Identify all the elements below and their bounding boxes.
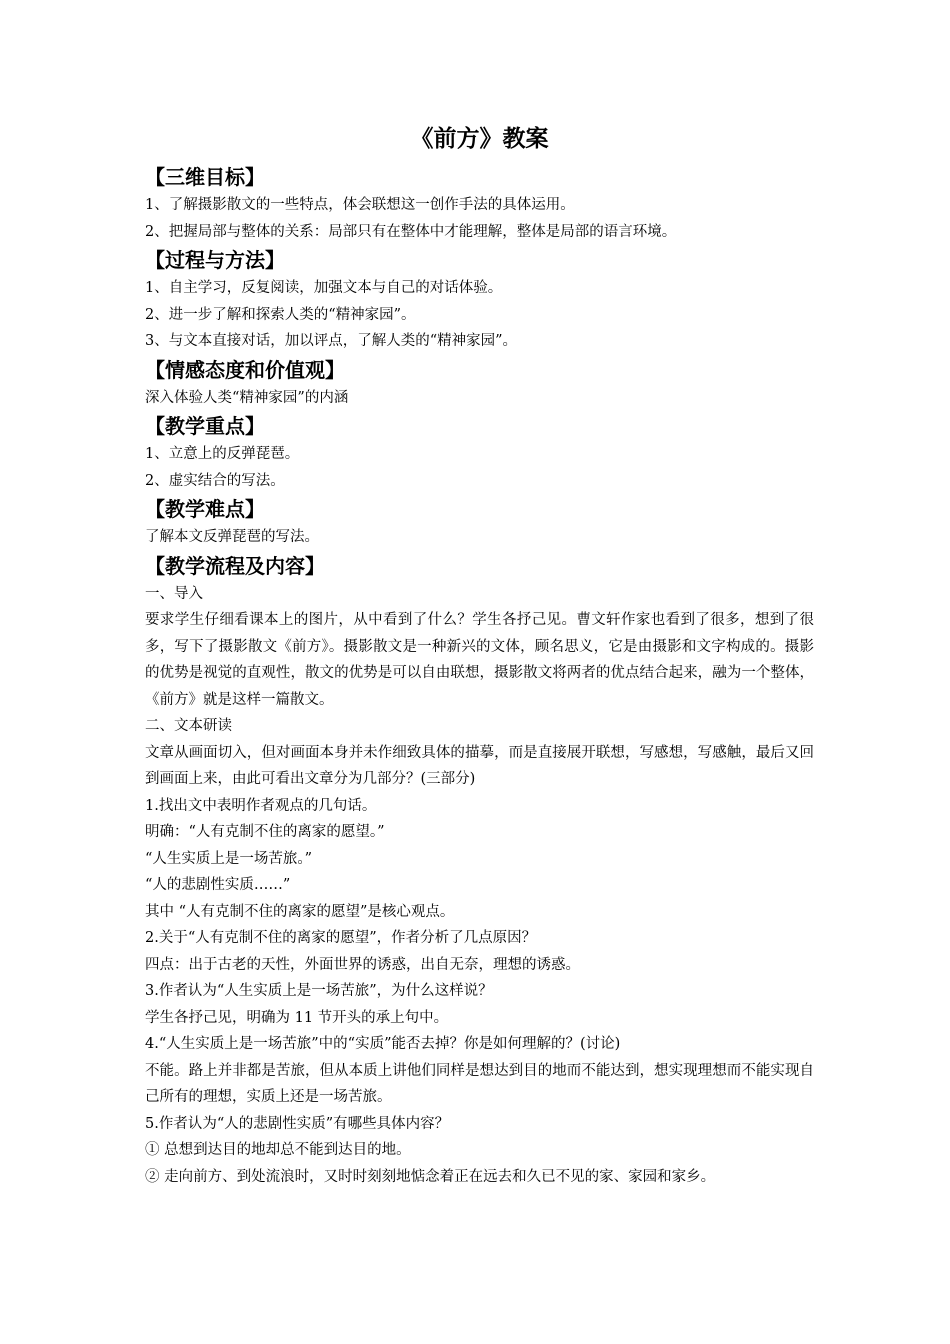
paragraph: 其中 “人有克制不住的离家的愿望”是核心观点。 <box>145 903 455 920</box>
paragraph: “人的悲剧性实质……” <box>145 877 291 893</box>
paragraph: 2.关于“人有克制不住的离家的愿望”，作者分析了几点原因？ <box>145 930 537 946</box>
paragraph: 二、文本研读 <box>145 718 232 734</box>
paragraph: 不能。路上并非都是苦旅，但从本质上讲他们同样是想达到目的地而不能达到，想实现理想而不能实现自己所有的理想，实质上还是一场苦旅。 <box>145 1062 814 1105</box>
section-heading: 【情感态度和价值观】 <box>145 357 345 382</box>
paragraph: 2、进一步了解和探索人类的“精神家园”。 <box>145 306 416 323</box>
paragraph: 文章从画面切入，但对画面本身并未作细致具体的描摹，而是直接展开联想，写感想，写感触，最后又回到画面上来，由此可看出文章分为几部分？(三部分) <box>145 744 814 787</box>
section-difficulties <box>145 494 814 551</box>
section-heading: 【教学难点】 <box>145 497 265 521</box>
paragraph: 1.找出文中表明作者观点的几句话。 <box>145 797 377 814</box>
paragraph: 1、了解摄影散文的一些特点，体会联想这一创作手法的具体运用。 <box>145 197 575 213</box>
paragraph: 学生各抒己见，明确为 11 节开头的承上句中。 <box>145 1009 449 1026</box>
paragraph: 要求学生仔细看课本上的图片，从中看到了什么？学生各抒己见。曹文轩作家也看到了很多，想到了很多，写下了摄影散文《前方》。摄影散文是一种新兴的文体，顾名思义，它是由摄影和文字构成的。摄影的优势是视觉的直观性，散文的优势是可以自由联想，摄影散文将两者的优点结合起来，融为一个整体，《前方》就是这样一篇散文。 <box>145 612 814 708</box>
section-teaching-flow <box>145 551 814 1191</box>
section-goals <box>145 162 814 245</box>
paragraph: 5.作者认为“人的悲剧性实质”有哪些具体内容？ <box>145 1115 450 1132</box>
paragraph: 3.作者认为“人生实质上是一场苦旅”，为什么这样说？ <box>145 983 493 999</box>
paragraph: 2、虚实结合的写法。 <box>145 472 285 489</box>
paragraph: ② 走向前方、到处流浪时，又时时刻刻地惦念着正在远去和久已不见的家、家园和家乡。 <box>145 1168 716 1185</box>
paragraph: 明确：“人有克制不住的离家的愿望。” <box>145 824 385 840</box>
paragraph: 4.“人生实质上是一场苦旅”中的“实质”能否去掉？你是如何理解的？(讨论) <box>145 1036 621 1052</box>
paragraph: 一、导入 <box>145 585 203 602</box>
paragraph: 深入体验人类“精神家园”的内涵 <box>145 389 349 406</box>
section-heading: 【教学流程及内容】 <box>145 553 325 578</box>
paragraph: “人生实质上是一场苦旅。” <box>145 850 313 867</box>
paragraph: 1、立意上的反弹琵琶。 <box>145 446 300 462</box>
document-title: 《前方》教案 <box>410 126 549 152</box>
paragraph: ① 总想到达目的地却总不能到达目的地。 <box>145 1142 411 1158</box>
paragraph: 3、与文本直接对话，加以评点，了解人类的“精神家园”。 <box>145 333 518 349</box>
section-key-points <box>145 411 814 494</box>
paragraph: 了解本文反弹琵琶的写法。 <box>145 529 319 545</box>
paragraph: 四点：出于古老的天性，外面世界的诱惑，出自无奈，理想的诱惑。 <box>145 956 580 973</box>
paragraph: 1、自主学习，反复阅读，加强文本与自己的对话体验。 <box>145 280 503 296</box>
section-process-methods <box>145 245 814 355</box>
section-values <box>145 355 814 412</box>
paragraph: 2、把握局部与整体的关系：局部只有在整体中才能理解，整体是局部的语言环境。 <box>145 223 677 240</box>
section-heading: 【教学重点】 <box>145 414 265 438</box>
section-heading: 【三维目标】 <box>145 165 265 189</box>
section-heading: 【过程与方法】 <box>145 248 285 272</box>
